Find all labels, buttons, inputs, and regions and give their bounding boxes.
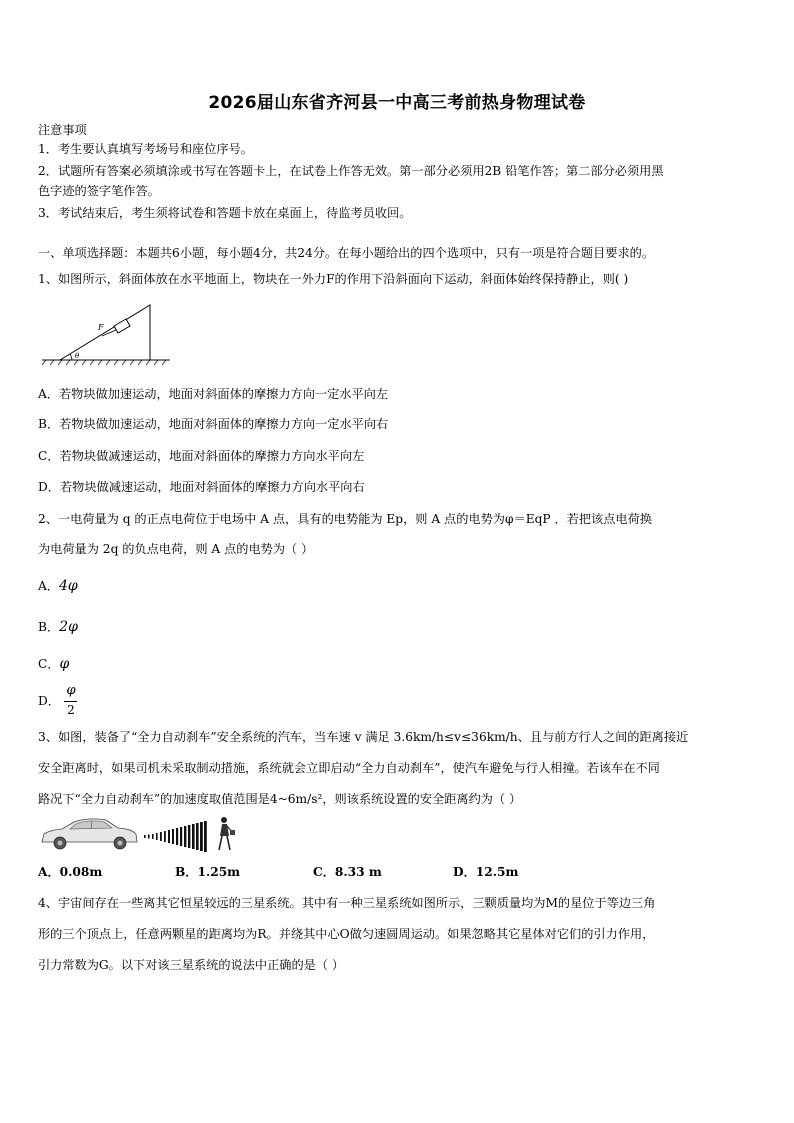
notice-item-3: 3．考试结束后，考生须将试卷和答题卡放在桌面上，待监考员收回。 bbox=[38, 206, 412, 220]
q2-option-b-letter: B． bbox=[38, 620, 60, 634]
q3-option-b: B．1.25m bbox=[175, 865, 241, 879]
notice-item-1: 1．考生要认真填写考场号和座位序号。 bbox=[38, 142, 253, 156]
angle-label: θ bbox=[75, 352, 80, 360]
section-heading: 一、单项选择题：本题共6小题，每小题4分，共24分。在每小题给出的四个选项中，只有一项是符合题目要求的。 bbox=[38, 246, 655, 260]
notice-item-2-cont: 色字迹的签字笔作答。 bbox=[38, 184, 160, 198]
q2-option-a-letter: A． bbox=[38, 579, 59, 593]
q4-stem-line3: 引力常数为G。以下对该三星系统的说法中正确的是（ ） bbox=[38, 958, 345, 972]
q3-option-d: D．12.5m bbox=[453, 865, 519, 879]
q2-option-d-fraction-bar bbox=[64, 701, 77, 702]
q2-option-d-numerator: φ bbox=[66, 683, 76, 698]
q1-option-d: D．若物块做减速运动，地面对斜面体的摩擦力方向水平向右 bbox=[38, 480, 365, 494]
q2-option-b-value: 2φ bbox=[59, 619, 78, 635]
q1-option-b: B．若物块做加速运动，地面对斜面体的摩擦力方向一定水平向右 bbox=[38, 417, 389, 431]
q3-option-c: C．8.33 m bbox=[313, 865, 382, 879]
q2-option-d-letter: D． bbox=[38, 694, 60, 708]
q3-option-a: A．0.08m bbox=[38, 865, 103, 879]
q3-stem-line3: 路况下“全力自动刹车”的加速度取值范围是4~6m/s²，则该系统设置的安全距离约为（ ） bbox=[38, 792, 522, 806]
force-label: F bbox=[98, 323, 104, 332]
q2-option-c-value: φ bbox=[59, 656, 70, 672]
q3-stem-line1: 3、如图，装备了“全力自动刹车”安全系统的汽车，当车速 v 满足 3.6km/h≤v≤36km/h、且与前方行人之间的距离接近 bbox=[38, 730, 689, 744]
q2-option-c-letter: C． bbox=[38, 657, 60, 671]
block bbox=[114, 319, 130, 333]
q1-option-a: A．若物块做加速运动，地面对斜面体的摩擦力方向一定水平向左 bbox=[38, 387, 389, 401]
q2-option-d-denominator: 2 bbox=[67, 703, 75, 717]
car-pedestrian-figure bbox=[40, 814, 240, 856]
q2-stem-line1: 2、一电荷量为 q 的正点电荷位于电场中 A 点，具有的电势能为 Ep，则 A 点的电势为φ＝EqP ．若把该点电荷换 bbox=[38, 512, 652, 526]
notice-heading: 注意事项 bbox=[38, 123, 87, 137]
q2-option-b bbox=[38, 619, 758, 635]
q2-option-c bbox=[38, 656, 758, 672]
q1-stem: 1、如图所示，斜面体放在水平地面上，物块在一外力F的作用下沿斜面向下运动，斜面体始终保持静止，则( ) bbox=[38, 272, 629, 286]
q2-option-d bbox=[38, 693, 758, 709]
q3-stem-line2: 安全距离时，如果司机未采取制动措施，系统就会立即启动“全力自动刹车”，使汽车避免与行人相撞。若该车在不同 bbox=[38, 761, 660, 775]
q4-stem-line1: 4、宇宙间存在一些离其它恒星较远的三星系统。其中有一种三星系统如图所示，三颗质量均为M的星位于等边三角 bbox=[38, 896, 656, 910]
q4-stem-line2: 形的三个顶点上，任意两颗星的距离均为R。并绕其中心O做匀速圆周运动。如果忽略其它星体对它们的引力作用， bbox=[38, 927, 655, 941]
notice-item-2: 2．试题所有答案必须填涂或书写在答题卡上，在试卷上作答无效。第一部分必须用2B 铅笔作答；第二部分必须用黑 bbox=[38, 164, 664, 178]
q1-option-c: C．若物块做减速运动，地面对斜面体的摩擦力方向水平向左 bbox=[38, 449, 365, 463]
q2-option-a-value: 4φ bbox=[59, 578, 78, 594]
q2-option-a bbox=[38, 578, 758, 594]
incline-figure bbox=[42, 300, 172, 366]
q2-stem-line2: 为电荷量为 2q 的负点电荷，则 A 点的电势为（ ） bbox=[38, 542, 314, 556]
exam-title: 2026届山东省齐河县一中高三考前热身物理试卷 bbox=[208, 93, 586, 113]
